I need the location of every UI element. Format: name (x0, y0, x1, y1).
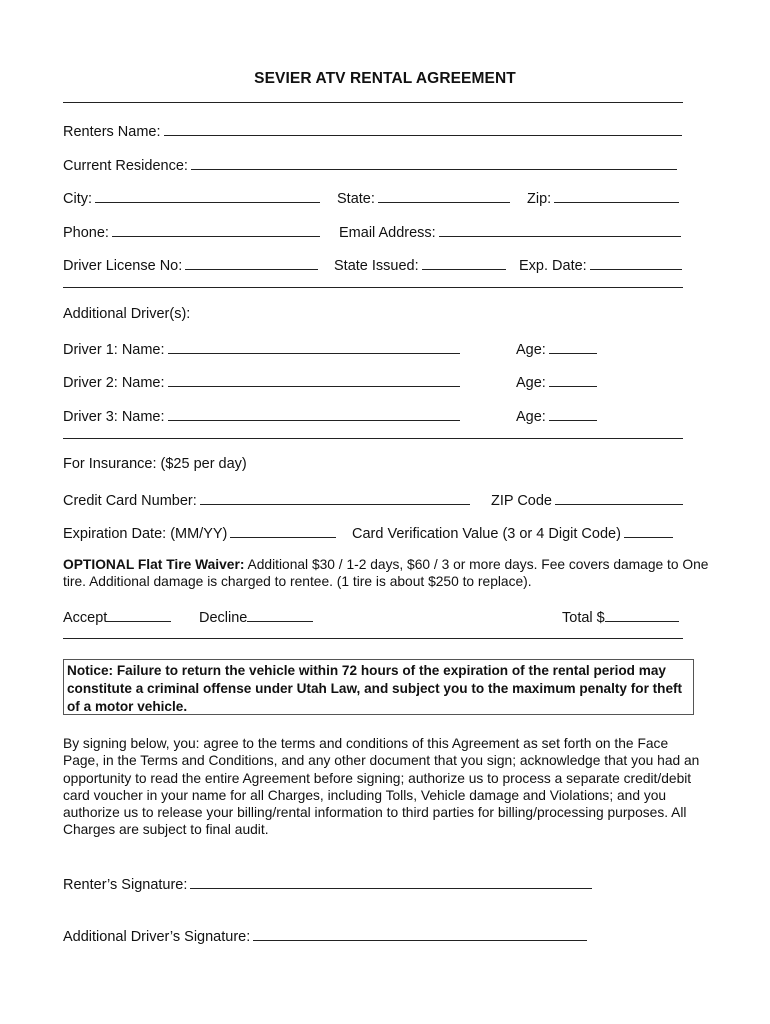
expiration-label: Expiration Date: (MM/YY) (63, 526, 228, 542)
renter-signature-label: Renter’s Signature: (63, 877, 188, 893)
credit-card-group (63, 490, 470, 510)
residence-field[interactable] (191, 155, 677, 170)
email-field[interactable] (439, 222, 681, 237)
city-field[interactable] (95, 188, 320, 203)
phone-field[interactable] (112, 222, 320, 237)
exp-date-label: Exp. Date: (519, 258, 587, 274)
notice-box: Notice: Failure to return the vehicle within 72 hours of the expiration of the rental period may constitute a criminal offense under Utah Law, and subject you to the maximum penalty for theft of a motor vehicle. (63, 659, 694, 715)
cc-zip-group (491, 490, 683, 510)
state-group (337, 188, 510, 208)
divider (63, 287, 683, 288)
driver-2-name-label: Driver 2: Name: (63, 375, 165, 391)
state-issued-label: State Issued: (334, 258, 419, 274)
additional-drivers-heading: Additional Driver(s): (63, 306, 191, 322)
insurance-heading: For Insurance: ($25 per day) (63, 456, 247, 472)
city-group (63, 188, 320, 208)
cvv-label: Card Verification Value (3 or 4 Digit Code) (352, 526, 621, 542)
expiration-field[interactable] (230, 523, 336, 538)
driver-3-age-group (516, 406, 597, 426)
license-field[interactable] (185, 255, 318, 270)
decline-label: Decline (199, 610, 248, 626)
additional-signature-row (63, 926, 587, 946)
cc-zip-label: ZIP Code (491, 493, 552, 509)
driver-3-name-field[interactable] (168, 406, 460, 421)
driver-1-row (63, 339, 460, 359)
credit-card-label: Credit Card Number: (63, 493, 197, 509)
additional-signature-field[interactable] (253, 926, 587, 941)
zip-field[interactable] (554, 188, 679, 203)
driver-3-age-label: Age: (516, 409, 546, 425)
driver-2-name-field[interactable] (168, 372, 460, 387)
credit-card-field[interactable] (200, 490, 470, 505)
cvv-group (352, 523, 673, 543)
terms-paragraph: By signing below, you: agree to the terms and conditions of this Agreement as set forth on the Face Page, in the Terms and Conditions, and any other document that you sign; acknowledge that you had an opportunity to read the entire Agreement before signing; authorize us to process a separate credit/debit card voucher in your name for all Charges, including Tolls, Vehicle damage and Violations; and you authorize us to release your billing/rental information to third parties for billing/processing purposes. All Charges are subject to final audit. (63, 736, 700, 838)
email-label: Email Address: (339, 225, 436, 241)
cc-zip-field[interactable] (555, 490, 683, 505)
driver-2-age-field[interactable] (549, 372, 597, 387)
additional-signature-label: Additional Driver’s Signature: (63, 929, 251, 945)
driver-3-age-field[interactable] (549, 406, 597, 421)
phone-group (63, 222, 320, 242)
decline-group (199, 607, 313, 627)
email-group (339, 222, 681, 242)
city-label: City: (63, 191, 92, 207)
license-group (63, 255, 318, 275)
residence-label: Current Residence: (63, 158, 188, 174)
state-label: State: (337, 191, 375, 207)
document-title: SEVIER ATV RENTAL AGREEMENT (254, 70, 516, 87)
total-label: Total $ (562, 610, 605, 626)
divider (63, 638, 683, 639)
renter-name-label: Renters Name: (63, 124, 161, 140)
waiver-title: OPTIONAL Flat Tire Waiver: (63, 557, 245, 572)
driver-2-row (63, 372, 460, 392)
driver-1-age-label: Age: (516, 342, 546, 358)
waiver-text: Additional $30 / 1-2 days, $60 / 3 or more days. Fee covers damage to One tire. Additional damage is charged to rentee. (1 tire is about $250 to replace). (63, 557, 709, 589)
residence-row (63, 155, 677, 175)
renter-signature-field[interactable] (190, 874, 592, 889)
divider (63, 102, 683, 103)
driver-2-age-group (516, 372, 597, 392)
zip-label: Zip: (527, 191, 552, 207)
expiration-group (63, 523, 336, 543)
state-issued-group (334, 255, 506, 275)
license-label: Driver License No: (63, 258, 183, 274)
driver-3-row (63, 406, 460, 426)
accept-group (63, 607, 171, 627)
divider (63, 438, 683, 439)
driver-1-name-label: Driver 1: Name: (63, 342, 165, 358)
renter-signature-row (63, 874, 592, 894)
phone-label: Phone: (63, 225, 109, 241)
renter-name-field[interactable] (164, 121, 682, 136)
exp-date-group (519, 255, 682, 275)
state-issued-field[interactable] (422, 255, 506, 270)
accept-label: Accept (63, 610, 108, 626)
cvv-field[interactable] (624, 523, 673, 538)
decline-field[interactable] (247, 607, 313, 622)
exp-date-field[interactable] (590, 255, 682, 270)
total-field[interactable] (605, 607, 679, 622)
driver-3-name-label: Driver 3: Name: (63, 409, 165, 425)
renter-name-row (63, 121, 682, 141)
total-group (562, 607, 679, 627)
driver-2-age-label: Age: (516, 375, 546, 391)
zip-group (527, 188, 679, 208)
driver-1-age-field[interactable] (549, 339, 597, 354)
accept-field[interactable] (107, 607, 171, 622)
driver-1-name-field[interactable] (168, 339, 460, 354)
driver-1-age-group (516, 339, 597, 359)
flat-tire-waiver (63, 556, 713, 590)
state-field[interactable] (378, 188, 510, 203)
